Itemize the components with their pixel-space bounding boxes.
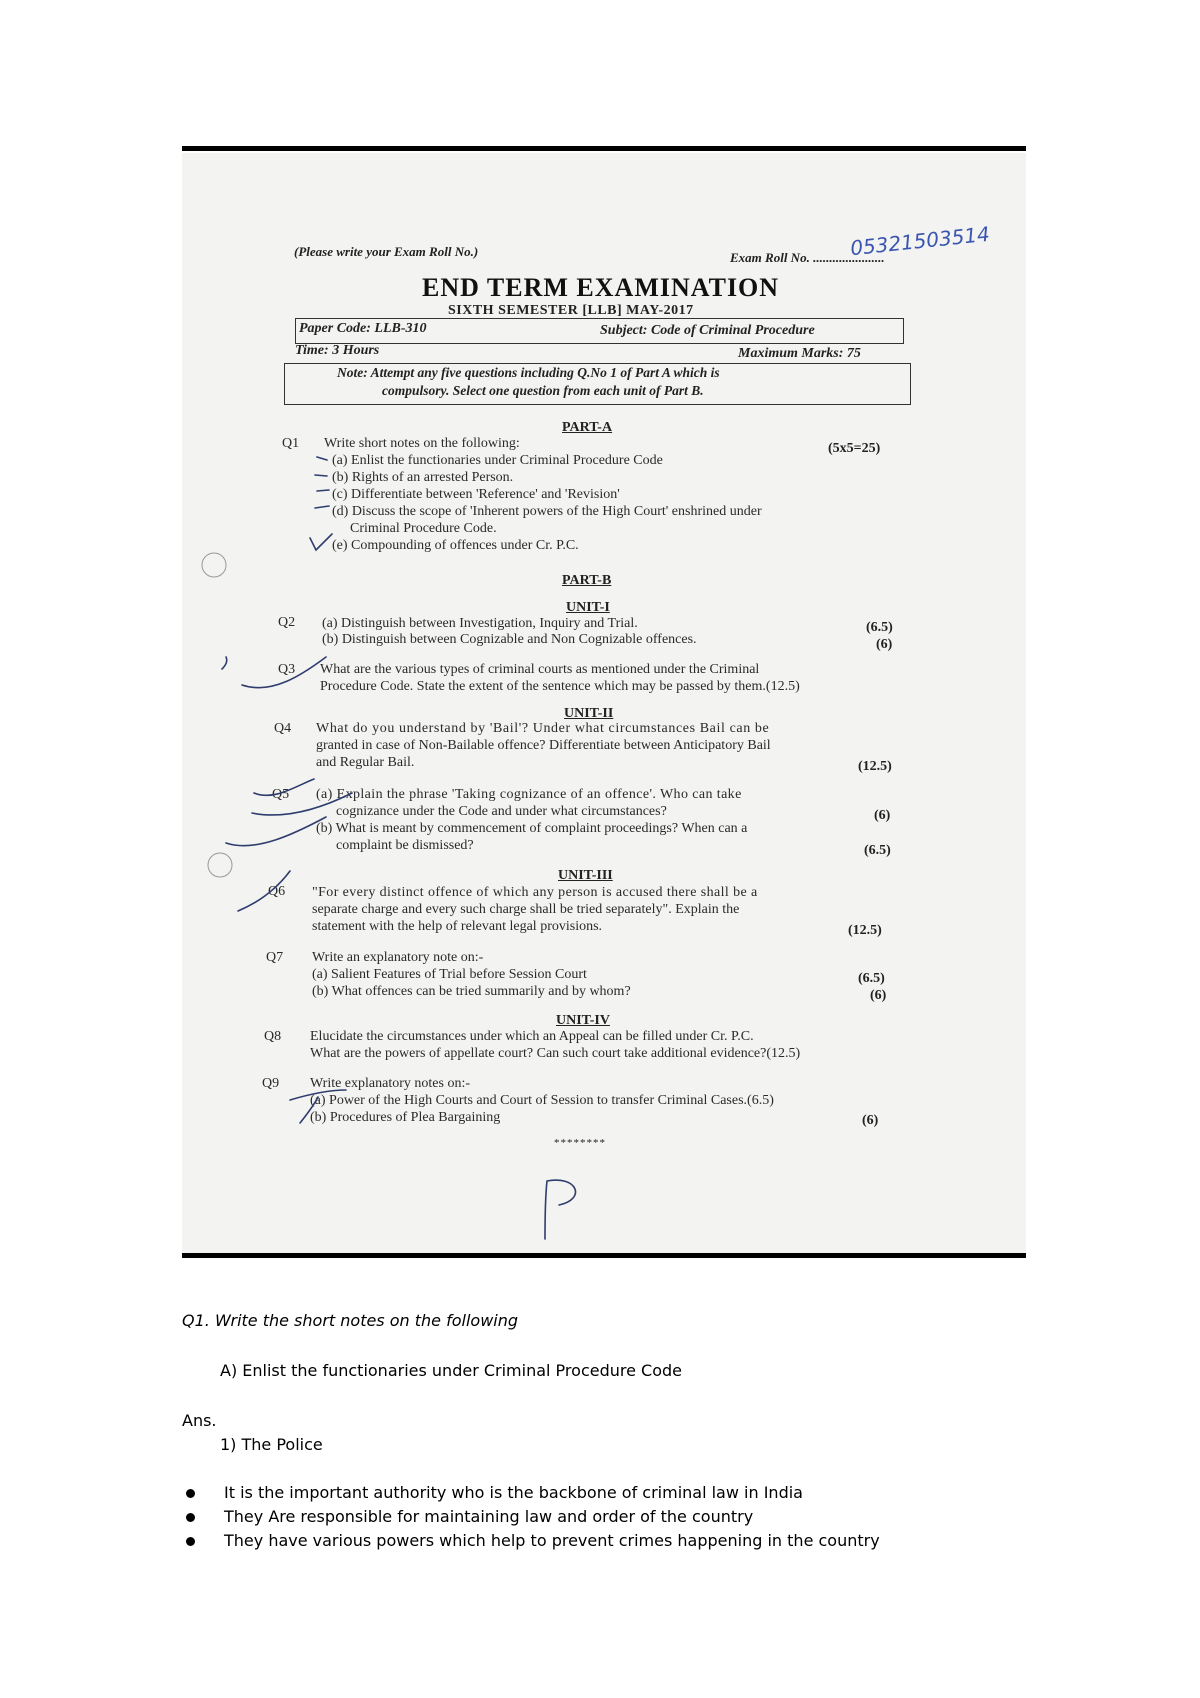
q6-line-1: "For every distinct offence of which any person is accused there shall be a — [312, 885, 758, 900]
bullet-text: It is the important authority who is the backbone of criminal law in India — [224, 1483, 803, 1502]
q5-number: Q5 — [272, 787, 290, 802]
q9-b: (b) Procedures of Plea Bargaining — [310, 1110, 501, 1125]
q2-number: Q2 — [278, 615, 296, 630]
bullet-dot — [186, 1489, 195, 1498]
roll-prompt: (Please write your Exam Roll No.) — [294, 244, 479, 259]
q2-b: (b) Distinguish between Cognizable and Non Cognizable offences. — [322, 632, 697, 647]
unit-4-heading: UNIT-IV — [556, 1013, 610, 1028]
q2-a: (a) Distinguish between Investigation, Inquiry and Trial. — [322, 616, 638, 631]
q8-number: Q8 — [264, 1029, 282, 1044]
q9-number: Q9 — [262, 1076, 280, 1091]
q1-b: (b) Rights of an arrested Person. — [332, 470, 514, 485]
q1-d-line-1: (d) Discuss the scope of 'Inherent powers of the High Court' enshrined under — [332, 504, 762, 519]
q5-a-marks: (6) — [874, 808, 891, 823]
note-line-1: Note: Attempt any five questions including Q.No 1 of Part A which is — [337, 365, 720, 380]
q3-number: Q3 — [278, 662, 296, 677]
q1-a: (a) Enlist the functionaries under Criminal Procedure Code — [332, 453, 663, 468]
unit-2-heading: UNIT-II — [564, 706, 614, 721]
answer-subheading: A) Enlist the functionaries under Criminal Procedure Code — [220, 1361, 682, 1380]
pen-marks — [182, 153, 1026, 1253]
q5-a-line-2: cognizance under the Code and under what circumstances? — [336, 804, 667, 819]
bullet-dot — [186, 1513, 195, 1522]
unit-1-heading: UNIT-I — [566, 600, 610, 615]
q9-b-marks: (6) — [862, 1113, 879, 1128]
q6-marks: (12.5) — [848, 923, 882, 938]
handwritten-roll-number: 05321503514 — [849, 221, 991, 261]
q4-line-3: and Regular Bail. — [316, 755, 415, 770]
q1-d-line-2: Criminal Procedure Code. — [350, 521, 497, 536]
q4-marks: (12.5) — [858, 759, 892, 774]
top-rule — [182, 146, 1026, 151]
q1-c: (c) Differentiate between 'Reference' and 'Revision' — [332, 487, 620, 502]
q9-text: Write explanatory notes on:- — [310, 1076, 470, 1091]
q7-a-marks: (6.5) — [858, 971, 885, 986]
q3-line-1: What are the various types of criminal courts as mentioned under the Criminal — [320, 662, 760, 677]
q9-a: (a) Power of the High Courts and Court of Session to transfer Criminal Cases.(6.5) — [310, 1093, 774, 1108]
unit-3-heading: UNIT-III — [558, 868, 613, 883]
bottom-rule — [182, 1253, 1026, 1258]
q8-line-2: What are the powers of appellate court? Can such court take additional evidence?(12.5) — [310, 1046, 801, 1061]
q3-line-2: Procedure Code. State the extent of the sentence which may be passed by them.(12.5) — [320, 679, 800, 694]
bullet-text: They Are responsible for maintaining law and order of the country — [224, 1507, 754, 1526]
q5-a-line-1: (a) Explain the phrase 'Taking cognizance of an offence'. Who can take — [316, 787, 742, 802]
exam-subtitle: SIXTH SEMESTER [LLB] MAY-2017 — [448, 303, 694, 318]
bullet-dot — [186, 1537, 195, 1546]
q6-line-3: statement with the help of relevant legal provisions. — [312, 919, 603, 934]
q5-b-marks: (6.5) — [864, 843, 891, 858]
q7-number: Q7 — [266, 950, 284, 965]
q1-marks: (5x5=25) — [828, 441, 881, 456]
q1-text: Write short notes on the following: — [324, 436, 520, 451]
exam-time: Time: 3 Hours — [295, 343, 380, 358]
q4-line-2: granted in case of Non-Bailable offence? Differentiate between Anticipatory Bail — [316, 738, 771, 753]
ans-label: Ans. — [182, 1411, 217, 1430]
q6-number: Q6 — [268, 884, 286, 899]
q7-b-marks: (6) — [870, 988, 887, 1003]
q1-e: (e) Compounding of offences under Cr. P.C. — [332, 538, 579, 553]
subject: Subject: Code of Criminal Procedure — [600, 323, 815, 338]
q5-b-line-2: complaint be dismissed? — [336, 838, 474, 853]
note-line-2: compulsory. Select one question from each unit of Part B. — [382, 383, 704, 398]
exam-title: END TERM EXAMINATION — [422, 273, 780, 302]
q4-number: Q4 — [274, 721, 292, 736]
roll-label: Exam Roll No. ...................... — [730, 250, 885, 265]
q4-line-1: What do you understand by 'Bail'? Under what circumstances Bail can be — [316, 721, 770, 736]
answer-heading: Q1. Write the short notes on the following — [182, 1311, 519, 1330]
q7-text: Write an explanatory note on:- — [312, 950, 484, 965]
q7-b: (b) What offences can be tried summarily and by whom? — [312, 984, 631, 999]
q8-line-1: Elucidate the circumstances under which an Appeal can be filled under Cr. P.C. — [310, 1029, 754, 1044]
end-stars: ******** — [554, 1137, 606, 1149]
q2-b-marks: (6) — [876, 637, 893, 652]
scanned-question-paper — [182, 153, 1026, 1253]
q5-b-line-1: (b) What is meant by commencement of complaint proceedings? When can a — [316, 821, 748, 836]
q7-a: (a) Salient Features of Trial before Session Court — [312, 967, 587, 982]
q6-line-2: separate charge and every such charge shall be tried separately". Explain the — [312, 902, 740, 917]
part-a-heading: PART-A — [562, 420, 613, 435]
paper-code: Paper Code: LLB-310 — [299, 321, 427, 336]
bullet-text: They have various powers which help to prevent crimes happening in the country — [224, 1531, 880, 1550]
maximum-marks: Maximum Marks: 75 — [738, 346, 861, 361]
answer-item-1: 1) The Police — [220, 1435, 323, 1454]
part-b-heading: PART-B — [562, 573, 612, 588]
q1-number: Q1 — [282, 436, 300, 451]
q2-a-marks: (6.5) — [866, 620, 893, 635]
